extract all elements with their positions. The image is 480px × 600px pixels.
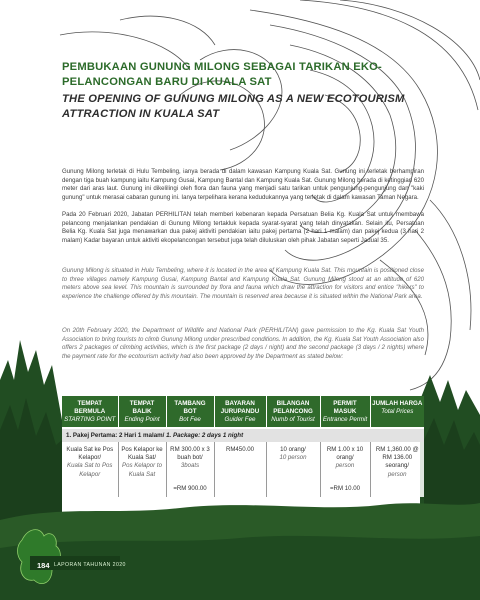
paragraph-malay-2: Pada 20 Februari 2020, Jabatan PERHILITAN telah memberi kebenaran kepada Persatuan Belia Kg. Kuala Sat untuk membawa pelancong menjalankan pendakian di Gunung Milong tertakluk kepada syarat-syarat yang telah dinyatakan. Selain itu, Persatuan Belia Kg. Kuala Sat juga menawarkan dua pakej aktiviti pendakian iaitu pakej pertama (2 hari 1 malam) dan pakej kedua (3 hari 2 malam) Kadar bayaran untuk aktiviti ekopelancongan tersebut juga telah diluluskan oleh pihak Jabatan seperti Jadual 35. [62, 211, 424, 244]
paragraph-english-2: On 20th February 2020, the Department of Wildlife and National Park (PERHILITAN) gave permission to the Kg. Kuala Sat Youth Association to bring tourists to climb Gunung Milong under prescribed conditions. In addition, the Kg. Kuala Sat Youth Association also offers 2 packages of climbing activities, which is the first package (2 days / night) and the second package (3 days / 2 nights) where the payment rate for the ecotourism activity had also been approved by the Department as stated below: [62, 327, 424, 360]
package-price-table [62, 396, 424, 497]
header-guide-fee: BAYARAN JURUPANDU Guider Fee [214, 396, 266, 428]
page-title-english: THE OPENING OF GUNUNG MILONG AS A NEW ECOTOURISM ATTRACTION IN KUALA SAT [62, 93, 405, 120]
page-title-malay: PEMBUKAAN GUNUNG MILONG SEBAGAI TARIKAN EKO-PELANCONGAN BARU DI KUALA SAT [62, 61, 382, 88]
header-entrance-permit: PERMIT MASUK Entrance Permit [320, 396, 370, 428]
cell-guide-fee: RM450.00 [214, 442, 266, 497]
header-ending-point: TEMPAT BALIK Ending Point [118, 396, 166, 428]
cell-tourist-count: 10 orang/ 10 person [266, 442, 320, 497]
paragraph-malay-1: Gunung Milong terletak di Hulu Tembeling, ianya berada di dalam kawasan Kampung Kuala Sat. Gunung ini terletak berhampiran dengan tiga buah kampung iaitu Kampung Gusai, Kampung Bantal dan Kampung Kuala Sat. Gunung Milong berada di ketinggian 620 meter dari aras laut. Gunung ini dikelilingi oleh flora dan fauna yang menjadi satu tarikan untuk pengunjung-pengunjung dan "kaki gunung" untuk merasai cabaran gunung ini. Ianya terpelihara kerana kedudukannya yang terletak di dalam kawasan Taman Negara. [62, 168, 424, 201]
header-boat-fee: TAMBANG BOT Bot Fee [166, 396, 214, 428]
header-starting-point: TEMPAT BERMULA STARTING POINT [62, 396, 118, 428]
cell-ending-point: Pos Kelapor ke Kuala Sat/ Pos Kelapor to Kuala Sat [118, 442, 166, 497]
table-row [62, 442, 424, 497]
table-header-row [62, 396, 424, 428]
footer-report-label: LAPORAN TAHUNAN 2020 [54, 562, 126, 568]
paragraph-english-1: Gunung Milong is situated in Hulu Tembeling, where it is located in the area of Kampung Kuala Sat. This mountain is positioned close to three villages namely Kampung Gusai, Kampung Bantal and Kampung Kuala Sat. Gunung Milong stood at an altitude of 620 meters above sea level. This mountain is surrounded by flora and fauna which draw the attraction for visitors and entice "hikers" to experience the challenge offered by this mountain. The mountain is reserved area because it is situated within the National Park area. [62, 267, 424, 300]
cell-entrance-permit: RM 1.00 x 10 orang/ person =RM 10.00 [320, 442, 370, 497]
cell-starting-point: Kuala Sat ke Pos Kelapor/ Kuala Sat to Pos Kelapor [62, 442, 118, 497]
header-tourist-count: BILANGAN PELANCONG Numb of Tourist [266, 396, 320, 428]
cell-total-price: RM 1,360.00 @ RM 136.00 seorang/ person [370, 442, 424, 497]
table-section-row [62, 428, 424, 442]
page-number: 184 [37, 561, 50, 570]
header-total-price: JUMLAH HARGA Total Prices [370, 396, 424, 428]
package-section-label: 1. Pakej Pertama: 2 Hari 1 malam/ 1. Package: 2 days 1 night [62, 428, 424, 442]
cell-boat-fee: RM 300.00 x 3 buah bot/ 3boats =RM 900.00 [166, 442, 214, 497]
